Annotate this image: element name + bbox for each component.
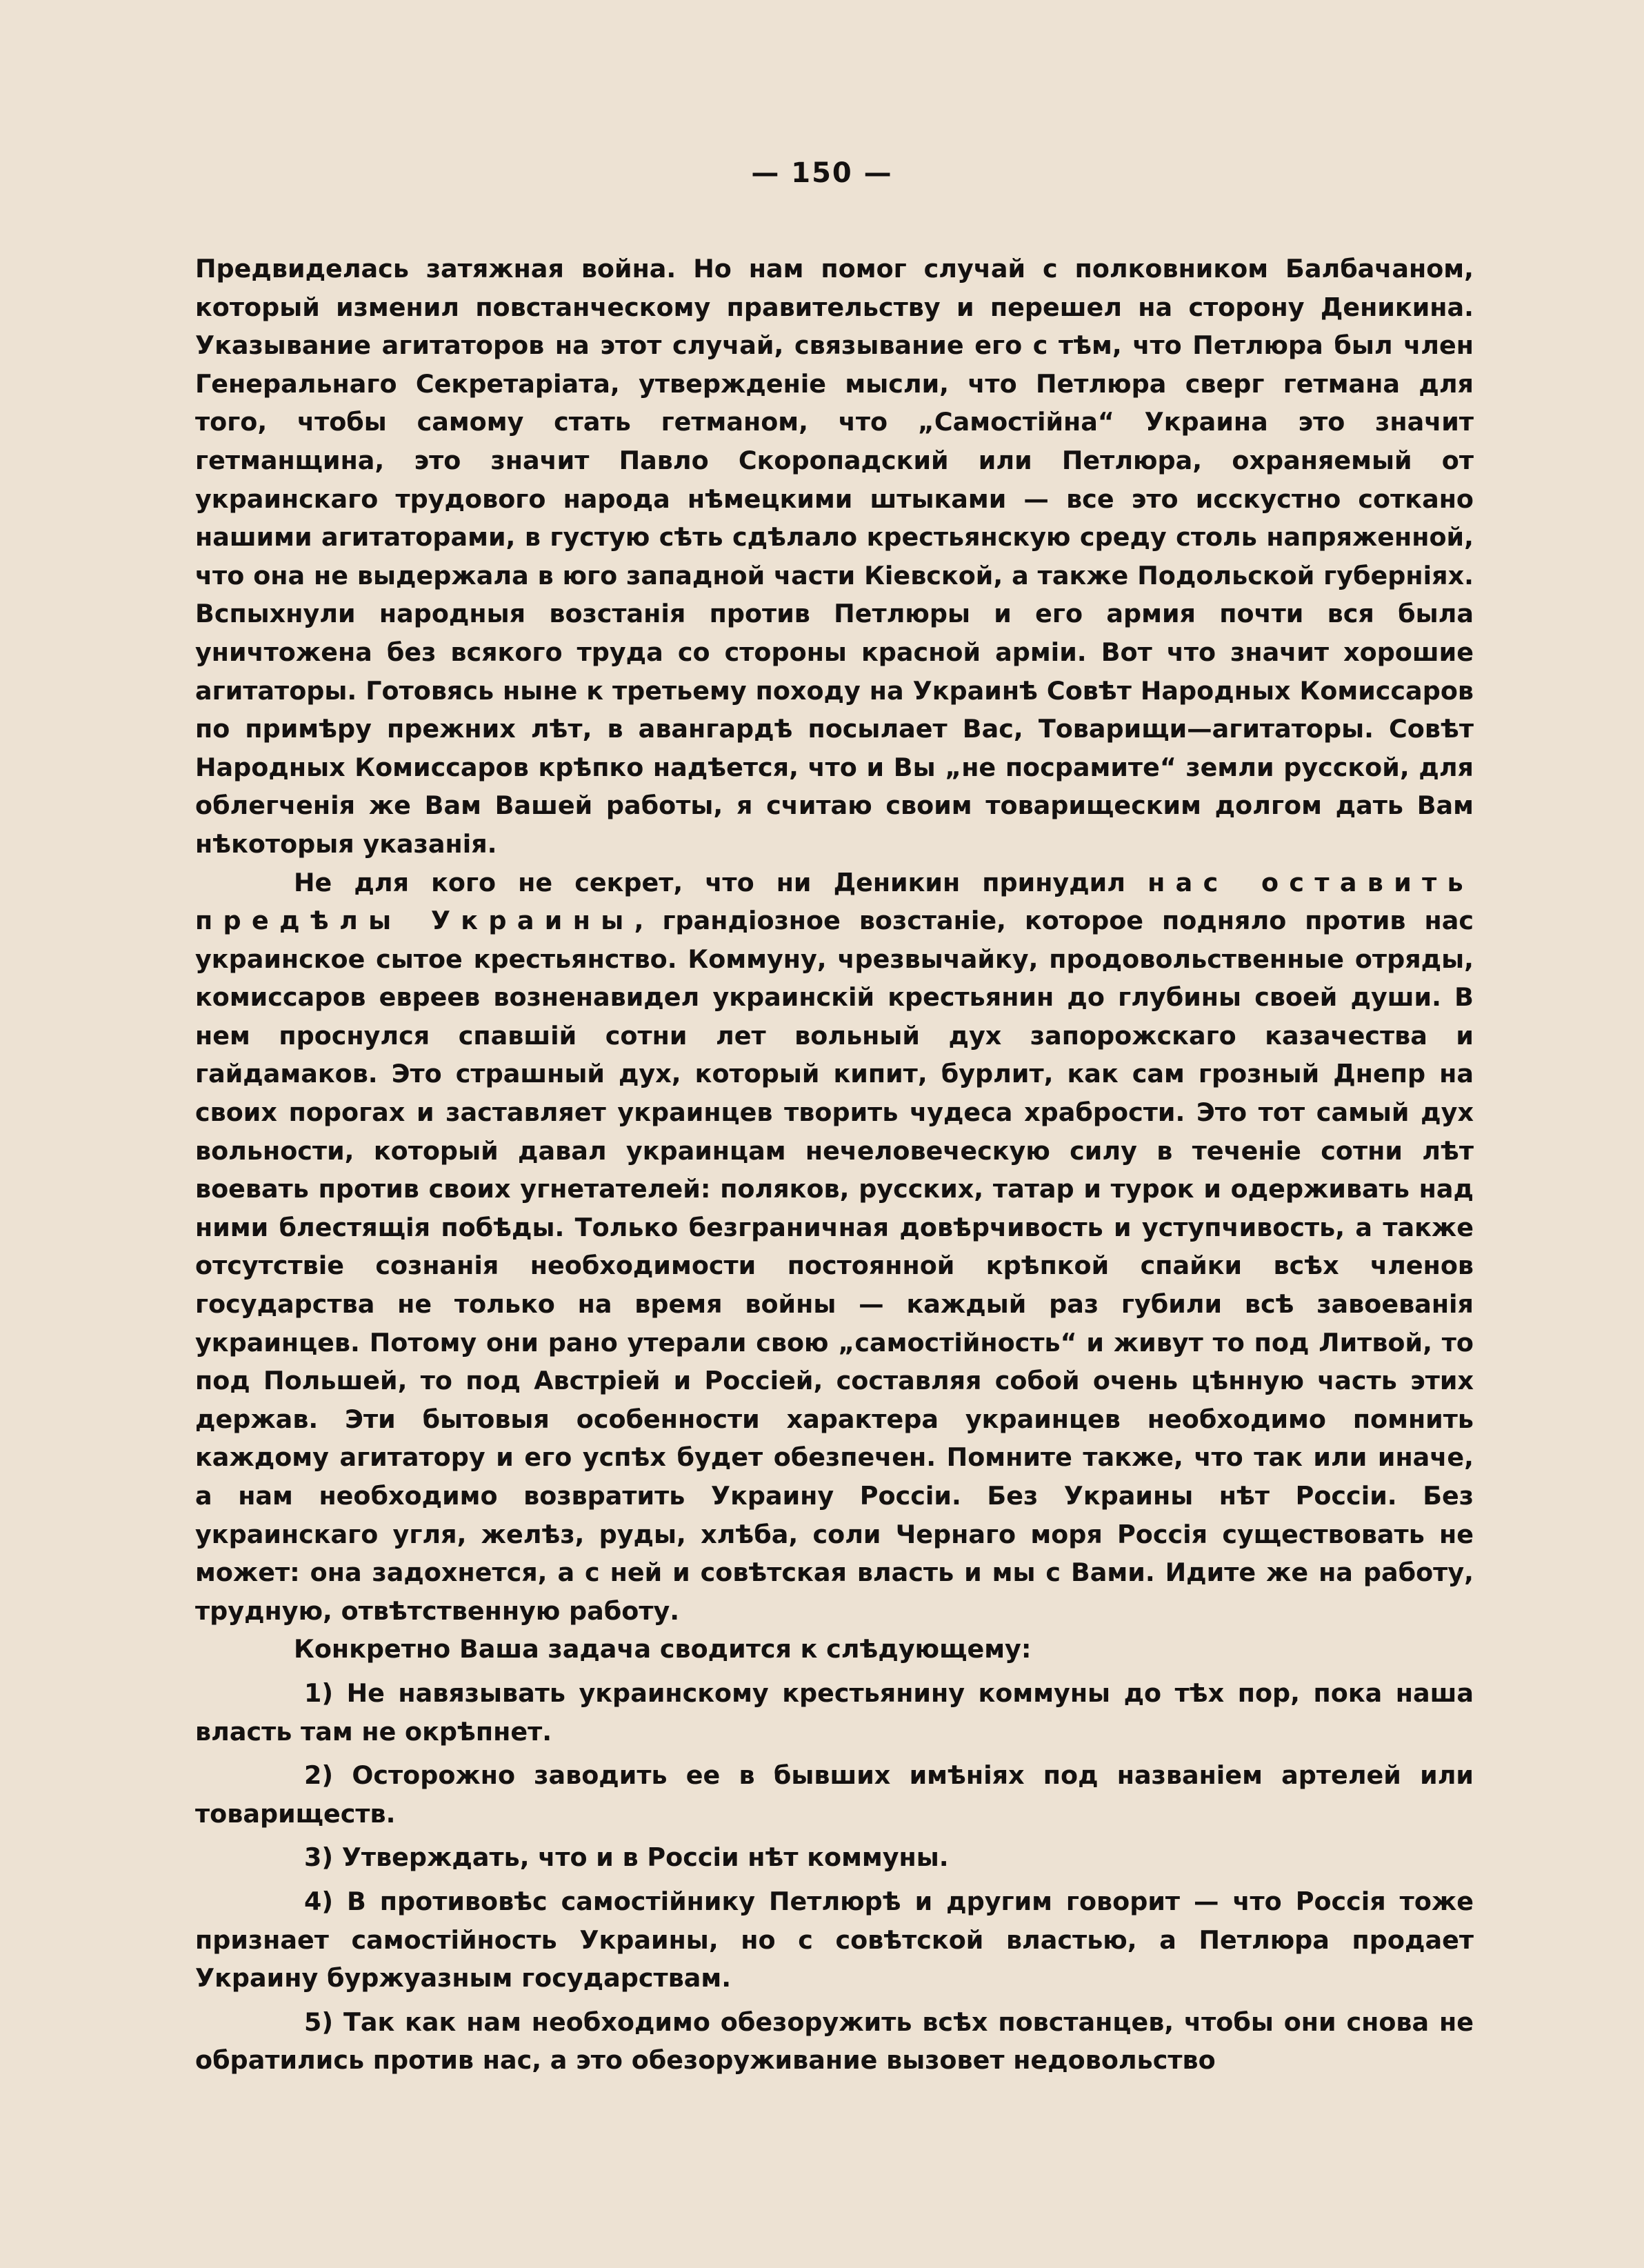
body-text xyxy=(195,250,1474,2080)
paragraph-3: Конкретно Ваша задача сводится к слѣдующему: xyxy=(294,1634,1032,1664)
paragraph-1: Предвиделась затяжная война. Но нам помог случай с полковником Балбачаном, который изменил повстанческому правительству и перешел на сторону Деникина. Указывание агитаторов на этот случай, связывание его с тѣм, что Петлюра был член Генеральнаго Секретаріата, утвержденіе мысли, что Петлюра сверг гетмана для того, чтобы самому стать гетманом, что „Самостійна“ Украина это значит гетманщина, это значит Павло Скоропадский или Петлюра, охраняемый от украинскаго трудового народа нѣмецкими штыками — все это исскустно соткано нашими агитаторами, в густую сѣть сдѣлало крестьянскую среду столь напряженной, что она не выдержала в юго западной части Кіевской, а также Подольской губерніях. Вспыхнули народныя возстанія против Петлюры и его армия почти вся была уничтожена без всякого труда со стороны красной арміи. Вот что значит хорошие агитаторы. Готовясь ныне к третьему походу на Украинѣ Совѣт Народных Комиссаров по примѣру прежних лѣт, в авангардѣ посылает Вас, Товарищи—агитаторы. Совѣт Народных Комиссаров крѣпко надѣется, что и Вы „не посрамите“ земли русской, для облегченія же Вам Вашей работы, я считаю своим товарищеским долгом дать Вам нѣкоторыя указанія. xyxy=(195,254,1474,859)
list-item-4: 4) В противовѣс самостійнику Петлюрѣ и другим говорит — что Россія тоже признает самостійность Украины, но с совѣтской властью, а Петлюра продает Украину буржуазным государствам. xyxy=(195,1886,1474,1993)
paragraph-2-spaced-text: нас оставить предѣлы Украины xyxy=(195,867,1474,936)
paragraph-2 xyxy=(195,864,1474,1631)
paragraph-2-text-b: , грандіозное возстаніе, которое подняло против нас украинское сытое крестьянство. Коммуну, чрезвычайку, продовольственные отряды, комиссаров евреев возненавидел украинскій крестьянин до глубины своей души. В нем проснулся спавшій сотни лет вольный дух запорожскаго казачества и гайдамаков. Это страшный дух, который кипит, бурлит, как сам грозный Днепр на своих порогах и заставляет украинцев творить чудеса храбрости. Это тот самый дух вольности, который давал украинцам нечеловеческую силу в теченіе сотни лѣт воевать против своих угнетателей: поляков, русских, татар и турок и одерживать над ними блестящія побѣды. Только безграничная довѣрчивость и уступчивость, а также отсутствіе сознанія необходимости постоянной крѣпкой спайки всѣх членов государства не только на время войны — каждый раз губили всѣ завоеванія украинцев. Потому они рано утерали свою „самостійность“ и живут то под Литвой, то под Польшей, то под Австріей и Россіей, составляя собой очень цѣнную часть этих держав. Эти бытовыя особенности характера украинцев необходимо помнить каждому агитатору и его успѣх будет обезпечен. Помните также, что так или иначе, а нам необходимо возвратить Украину Россіи. Без Украины нѣт Россіи. Без украинскаго угля, желѣз, руды, хлѣба, соли Чернаго моря Россія существовать не может: она задохнется, а с ней и совѣтская власть и мы с Вами. Идите же на работу, трудную, отвѣтственную работу. xyxy=(195,906,1474,1626)
list-item-3: 3) Утверждать, что и в Россіи нѣт коммуны. xyxy=(304,1842,949,1873)
list-item-5: 5) Так как нам необходимо обезоружить всѣх повстанцев, чтобы они снова не обратились против нас, а это обезоруживание вызовет недовольство xyxy=(195,2007,1474,2076)
list-item-2: 2) Осторожно заводить ее в бывших имѣніях под названіем артелей или товариществ. xyxy=(195,1760,1474,1829)
list-item-1: 1) Не навязывать украинскому крестьянину коммуны до тѣх пор, пока наша власть там не окрѣпнет. xyxy=(195,1678,1474,1747)
paragraph-2-text-a: Не для кого не секрет, что ни Деникин принудил xyxy=(294,867,1148,897)
page-number: — 150 — xyxy=(751,157,893,189)
